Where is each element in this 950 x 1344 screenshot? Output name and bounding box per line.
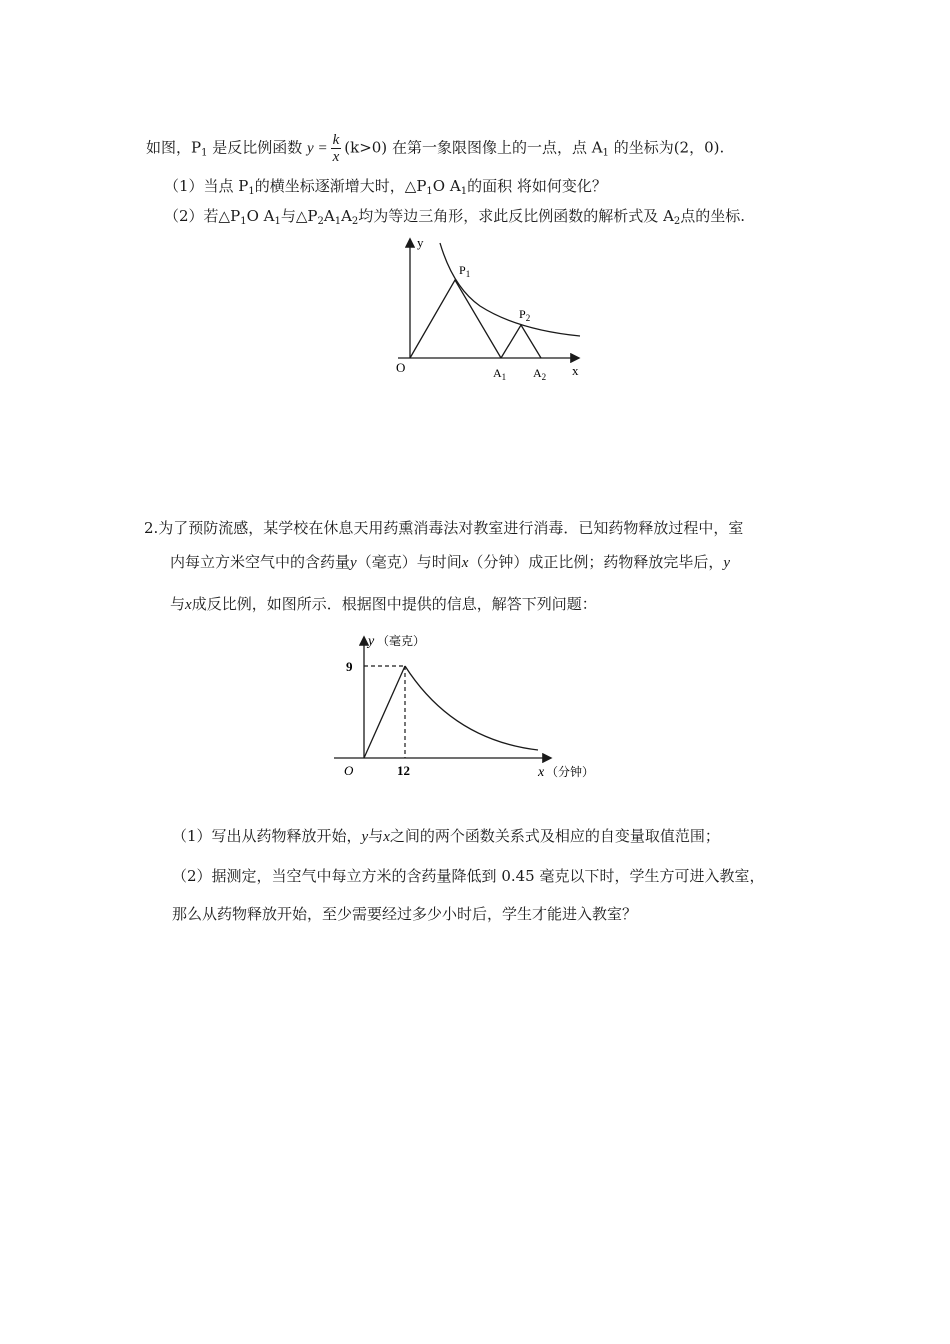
problem2-question-2-cont: 那么从药物释放开始，至少需要经过多少小时后，学生才能进入教室？ (172, 905, 638, 923)
problem1-intro: 如图，$P_1$ 是反比例函数 y = $\frac{k}{x}$ (k>0) 在第一象限图像上的一点，点 $A_1$ 的坐标为(2，0). (146, 132, 725, 165)
problem2-line-1: 2.为了预防流感，某学校在休息天用药熏消毒法对教室进行消毒．已知药物释放过程中，室 (144, 519, 744, 537)
label-a1: $A_1$ (493, 366, 507, 382)
label-y: y (368, 634, 375, 649)
tick-y-9: 9 (346, 659, 353, 674)
triangle-p1-o-a1 (410, 280, 501, 358)
label-p2: $P_2$ (519, 307, 531, 323)
triangle-p2-a1-a2 (501, 325, 541, 358)
problem2-question-2: （2）据测定，当空气中每立方米的含药量降低到 0.45 毫克以下时，学生方可进入教室， (172, 867, 765, 885)
label-x: x (572, 363, 579, 378)
tick-x-12: 12 (397, 763, 410, 778)
hyperbola-curve (440, 243, 580, 336)
problem2-line-3: 与x成反比例，如图所示．根据图中提供的信息，解答下列问题： (170, 595, 597, 613)
label-origin: O (396, 360, 406, 375)
problem2-question-1: （1）写出从药物释放开始，y与x之间的两个函数关系式及相应的自变量取值范围； (172, 827, 720, 845)
formula-fraction: $\frac{k}{x}$ (332, 132, 340, 165)
problem2-line-2: 内每立方米空气中的含药量y（毫克）与时间x（分钟）成正比例；药物释放完毕后，y (170, 553, 731, 571)
problem1-question-1: （1）当点 $P_1$的横坐标逐渐增大时，$\triangle P_1O$ $A_1$的面积 将如何变化？ (164, 177, 607, 197)
linear-segment (364, 666, 405, 758)
inverse-curve (405, 666, 538, 750)
unit-y: （毫克） (377, 634, 426, 648)
label-a2: $A_2$ (533, 366, 547, 382)
label-x: x (538, 765, 545, 780)
label-p1: $P_1$ (459, 263, 471, 279)
formula-lhs: y = (307, 140, 328, 157)
label-origin: O (344, 763, 354, 778)
formula-condition: (k>0) (344, 138, 388, 157)
label-y: y (417, 235, 424, 250)
problem1-question-2: （2）若$\triangle P_1O$ $A_1$与$\triangle P_2A_1A_2$均为等边三角形，求此反比例函数的解析式及 $A_2$点的坐标. (164, 207, 746, 227)
unit-x: （分钟） (546, 765, 595, 779)
